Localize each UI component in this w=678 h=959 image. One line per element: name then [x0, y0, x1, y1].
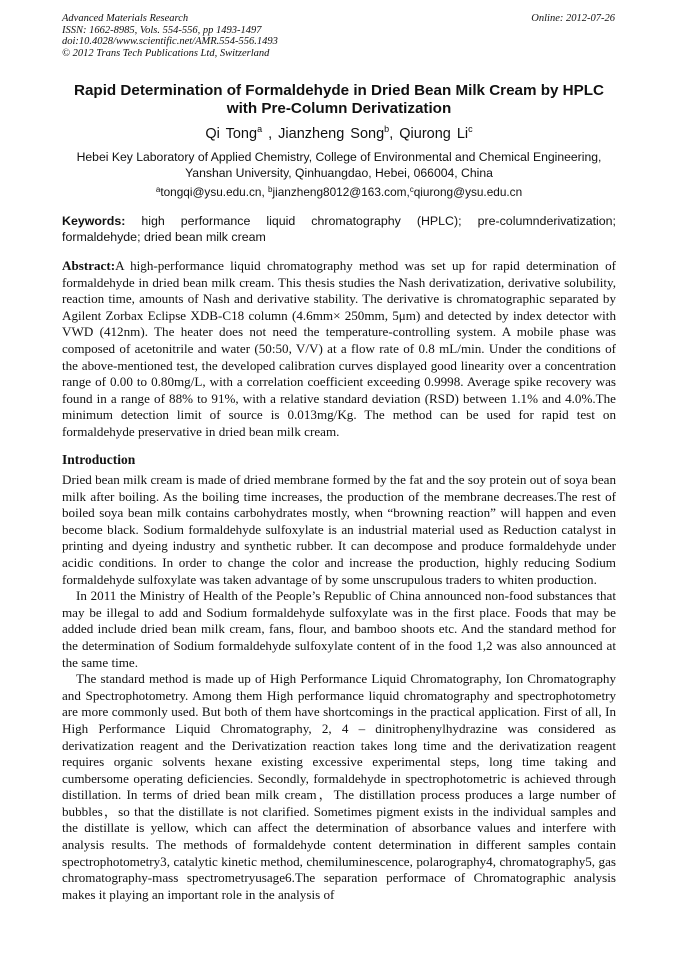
keywords-label: Keywords: [62, 214, 126, 228]
author-list [62, 125, 616, 143]
paragraph: In 2011 the Ministry of Health of the People’s Republic of China announced non-food substances that may be illegal to add and Sodium formaldehyde sulfoxylate was in the first place. Foods that may be added include dried bean milk cream, fans, flour, and bamboo shoots etc. And the standard method for the determination of Sodium formaldehyde sulfoxylate content of in the food 1,2 was also announced at the same time. [62, 588, 616, 670]
online-date: Online: 2012-07-26 [531, 13, 615, 24]
author-superscript: a [257, 124, 263, 134]
author-superscript: b [384, 124, 390, 134]
email-c: qiurong@ysu.edu.cn [413, 185, 523, 199]
journal-header [62, 13, 278, 59]
email-b: jianzheng8012@163.com, [272, 185, 410, 199]
author-name: Jianzheng Song [278, 126, 385, 142]
paragraph: The standard method is made up of High Performance Liquid Chromatography, Ion Chromatography and Spectrophotometry. Among them High performance liquid chromatography and spectrophotometry are more commonly used. But both of them have shortcomings in the practical application. First of all, In High Performance Liquid Chromatography, 2, 4 – dinitrophenylhydrazine was considered as derivatization reagent and the Derivatization reaction takes long time and the derivatization reagent requires organic solvents hexane existing excessive experimental steps, long time taking and cumbersome operating deficiencies. Secondly, formaldehyde in spectrophotometric is achieved through distillation. In terms of dried bean milk cream，The distillation process produces a large number of bubbles，so that the distillate is not clarified. Sometimes pigment exists in the individual samples and the distillate is yellow, which can affect the determination of absorbance values and interfere with analysis results. The methods of formaldehyde content determination in different samples contain spectrophotometry3, catalytic kinetic method, chemiluminescence, polarography4, chromatography5, gas chromatography-mass spectrometryusage6.The separation performace of Chromatographic analysis makes it playing an important role in the analysis of [62, 671, 616, 902]
author-emails [62, 185, 616, 200]
section-heading-introduction: Introduction [62, 452, 136, 467]
journal-name: Advanced Materials Research [62, 13, 189, 24]
abstract-text: A high-performance liquid chromatography method was set up for rapid determination of formaldehyde in dried bean milk cream. This thesis studies the Nash derivatization, derivative solubility, reaction time, amounts of Nash and derivative stability. The derivative is chromatographic separated by Agilent Zorbax Eclipse XDB-C18 column (4.6mm× 250mm, 5μm) and detected by index detector with VWD (412nm). The heater does not need the temperature-controlling system. A mobile phase was composed of acetonitrile and water (50:50, V/V) at a flow rate of 0.8 mL/min. Under the conditions of the above-mentioned test, the developed calibration curves displayed good linearity over a concentration range of 0.00 to 0.80mg/L, with a correlation coefficient exceeding 0.9998. Average spike recovery was found in a range of 88% to 91%, with a relative standard deviation (RSD) between 1.1% and 4.0%.The minimum detection limit of source is 0.013mg/Kg. The method can be used for rapid test on formaldehyde preservative in dried bean milk cream. [62, 258, 616, 439]
author-superscript: c [468, 124, 473, 134]
abstract-label: Abstract: [62, 258, 116, 273]
copyright-line: © 2012 Trans Tech Publications Ltd, Switzerland [62, 47, 270, 59]
keywords [62, 213, 616, 245]
author-name: Qiurong Li [399, 126, 469, 142]
paper-title: Rapid Determination of Formaldehyde in Dried Bean Milk Cream by HPLC with Pre-Column Derivatization [74, 82, 604, 117]
email-a: tongqi@ysu.edu.cn, [160, 185, 269, 199]
doi-line: doi:10.4028/www.scientific.net/AMR.554-556.1493 [62, 36, 278, 47]
abstract [62, 258, 616, 441]
issn-line: ISSN: 1662-8985, Vols. 554-556, pp 1493-1497 [62, 24, 262, 36]
introduction-body [62, 472, 616, 903]
author-separator: , [389, 126, 400, 142]
keywords-text: high performance liquid chromatography (HPLC); pre-columnderivatization; formaldehyde; dried bean milk cream [62, 214, 616, 244]
email-superscript: a [155, 185, 161, 194]
author-separator: , [262, 126, 279, 142]
email-superscript: b [268, 185, 273, 194]
email-superscript: c [409, 185, 414, 194]
author-name: Qi Tong [205, 126, 258, 142]
affiliation: Hebei Key Laboratory of Applied Chemistry, College of Environmental and Chemical Engineering, Yanshan University, Qinhuangdao, Hebei, 066004, China [76, 150, 602, 180]
paragraph: Dried bean milk cream is made of dried membrane formed by the fat and the soy protein out of soya bean milk after boiling. As the boiling time increases, the production of the membrane decreases.The rest of boiled soya bean milk contains carbohydrates mostly, when “browning reaction” will happen and even become black. Sodium formaldehyde sulfoxylate is an industrial material used as Reduction catalyst in printing and dyeing industry and synthetic rubber. It can decompose and produce formaldehyde under acidic conditions. In order to change the color and increase the production, highly reducing Sodium formaldehyde sulfoxylate was taken advantage of by some unscrupulous traders to whiten production. [62, 472, 616, 587]
